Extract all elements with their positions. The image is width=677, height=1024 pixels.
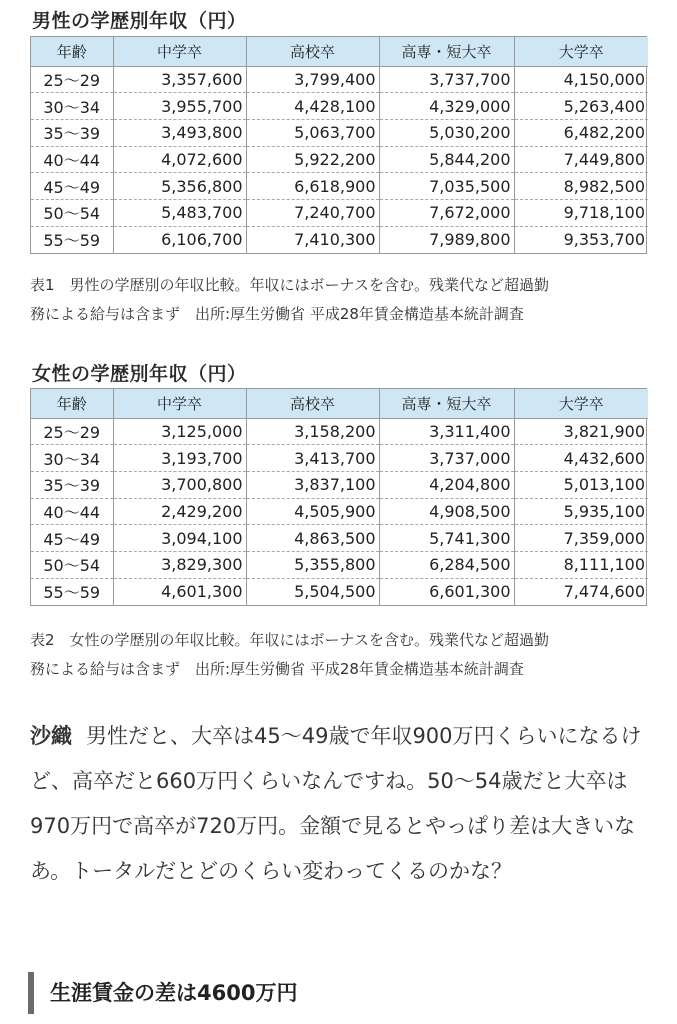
age-cell: 25～29 — [31, 418, 113, 445]
male-table-title: 男性の学歴別年収（円） — [32, 10, 247, 32]
section-heading: 生涯賃金の差は4600万円 — [28, 972, 297, 1014]
header-university: 大学卒 — [514, 37, 648, 66]
table-row — [31, 498, 648, 525]
income-cell: 4,505,900 — [246, 498, 379, 525]
income-cell: 5,263,400 — [514, 93, 648, 120]
income-cell: 4,863,500 — [246, 525, 379, 552]
income-cell: 3,125,000 — [113, 418, 246, 445]
table-header-row — [31, 389, 648, 418]
income-cell: 7,359,000 — [514, 525, 648, 552]
header-junior-college: 高専・短大卒 — [379, 389, 514, 418]
caption-line: 務による給与は含まず 出所:厚生労働省 平成28年賃金構造基本統計調査 — [30, 305, 524, 323]
table-row — [31, 578, 648, 605]
header-university: 大学卒 — [514, 389, 648, 418]
income-cell: 2,429,200 — [113, 498, 246, 525]
income-cell: 4,908,500 — [379, 498, 514, 525]
header-junior-high: 中学卒 — [113, 37, 246, 66]
income-cell: 5,355,800 — [246, 551, 379, 578]
income-cell: 4,150,000 — [514, 66, 648, 93]
male-table-caption — [30, 271, 650, 329]
table-row — [31, 146, 648, 173]
male-income-table — [30, 36, 647, 254]
age-cell: 45～49 — [31, 173, 113, 200]
table-row — [31, 445, 648, 472]
income-cell: 8,111,100 — [514, 551, 648, 578]
income-cell: 7,410,300 — [246, 226, 379, 253]
female-table-title: 女性の学歴別年収（円） — [32, 363, 247, 385]
income-cell: 6,482,200 — [514, 119, 648, 146]
table-header-row — [31, 37, 648, 66]
age-cell: 55～59 — [31, 226, 113, 253]
caption-line: 表2 女性の学歴別の年収比較。年収にはボーナスを含む。残業代など超過勤 — [30, 631, 549, 649]
female-table-caption — [30, 626, 650, 684]
age-cell: 50～54 — [31, 199, 113, 226]
income-cell: 7,449,800 — [514, 146, 648, 173]
income-cell: 4,329,000 — [379, 93, 514, 120]
income-cell: 5,504,500 — [246, 578, 379, 605]
female-income-table — [30, 388, 647, 606]
income-cell: 6,106,700 — [113, 226, 246, 253]
income-cell: 7,035,500 — [379, 173, 514, 200]
income-cell: 4,204,800 — [379, 471, 514, 498]
income-cell: 3,700,800 — [113, 471, 246, 498]
table-row — [31, 471, 648, 498]
income-cell: 5,030,200 — [379, 119, 514, 146]
dialog-paragraph — [30, 714, 655, 894]
income-cell: 9,718,100 — [514, 199, 648, 226]
income-cell: 7,474,600 — [563, 582, 645, 602]
age-cell: 40～44 — [31, 498, 113, 525]
caption-line: 務による給与は含まず 出所:厚生労働省 平成28年賃金構造基本統計調査 — [30, 660, 524, 678]
age-cell: 40～44 — [31, 146, 113, 173]
header-high-school: 高校卒 — [246, 389, 379, 418]
income-cell: 3,837,100 — [246, 471, 379, 498]
age-cell: 50～54 — [31, 551, 113, 578]
income-cell: 6,601,300 — [379, 578, 514, 605]
income-cell: 7,989,800 — [379, 226, 514, 253]
table-row — [31, 199, 648, 226]
income-cell: 8,982,500 — [514, 173, 648, 200]
income-cell: 5,741,300 — [379, 525, 514, 552]
age-cell: 35～39 — [31, 119, 113, 146]
age-cell: 30～34 — [31, 445, 113, 472]
income-cell: 4,428,100 — [246, 93, 379, 120]
income-cell: 5,356,800 — [113, 173, 246, 200]
income-cell: 3,357,600 — [113, 66, 246, 93]
table-row — [31, 525, 648, 552]
table-row — [31, 66, 648, 93]
age-cell: 25～29 — [31, 66, 113, 93]
income-cell: 5,063,700 — [246, 119, 379, 146]
income-cell: 6,284,500 — [379, 551, 514, 578]
income-cell: 7,240,700 — [246, 199, 379, 226]
header-age: 年齢 — [31, 389, 113, 418]
income-cell: 3,737,700 — [379, 66, 514, 93]
table-row — [31, 93, 648, 120]
income-cell: 5,844,200 — [379, 146, 514, 173]
table-row — [31, 418, 648, 445]
speaker-name: 沙織 — [30, 724, 72, 748]
age-cell: 30～34 — [31, 93, 113, 120]
income-cell: 3,955,700 — [113, 93, 246, 120]
income-cell: 5,013,100 — [514, 471, 648, 498]
income-cell: 3,094,100 — [113, 525, 246, 552]
income-cell: 3,829,300 — [113, 551, 246, 578]
table-row — [31, 551, 648, 578]
age-cell: 35～39 — [31, 471, 113, 498]
income-cell: 4,072,600 — [113, 146, 246, 173]
dialog-text: 男性だと、大卒は45～49歳で年収900万円くらいになるけど、高卒だと660万円くらいなんですね。50～54歳だと大卒は970万円で高卒が720万円。金額で見るとやっぱり差は大きいなあ。トータルだとどのくらい変わってくるのかな？ — [30, 724, 642, 883]
income-cell: 5,935,100 — [514, 498, 648, 525]
header-junior-college: 高専・短大卒 — [379, 37, 514, 66]
caption-line: 表1 男性の学歴別の年収比較。年収にはボーナスを含む。残業代など超過勤 — [30, 276, 549, 294]
income-cell: 3,158,200 — [246, 418, 379, 445]
age-cell: 45～49 — [31, 525, 113, 552]
income-cell: 7,672,000 — [379, 199, 514, 226]
header-high-school: 高校卒 — [246, 37, 379, 66]
income-cell: 3,413,700 — [246, 445, 379, 472]
income-cell: 3,821,900 — [514, 418, 648, 445]
table-row — [31, 226, 648, 253]
income-cell: 3,737,000 — [379, 445, 514, 472]
income-cell: 3,193,700 — [113, 445, 246, 472]
income-cell: 5,483,700 — [113, 199, 246, 226]
income-cell: 4,601,300 — [113, 578, 246, 605]
income-cell: 3,799,400 — [246, 66, 379, 93]
income-cell: 5,922,200 — [246, 146, 379, 173]
header-age: 年齢 — [31, 37, 113, 66]
income-cell: 4,432,600 — [514, 445, 648, 472]
age-cell: 55～59 — [31, 578, 113, 605]
income-cell: 9,353,700 — [563, 230, 645, 250]
table-row — [31, 119, 648, 146]
header-junior-high: 中学卒 — [113, 389, 246, 418]
table-row — [31, 173, 648, 200]
income-cell: 6,618,900 — [246, 173, 379, 200]
income-cell: 3,493,800 — [113, 119, 246, 146]
income-cell: 3,311,400 — [379, 418, 514, 445]
